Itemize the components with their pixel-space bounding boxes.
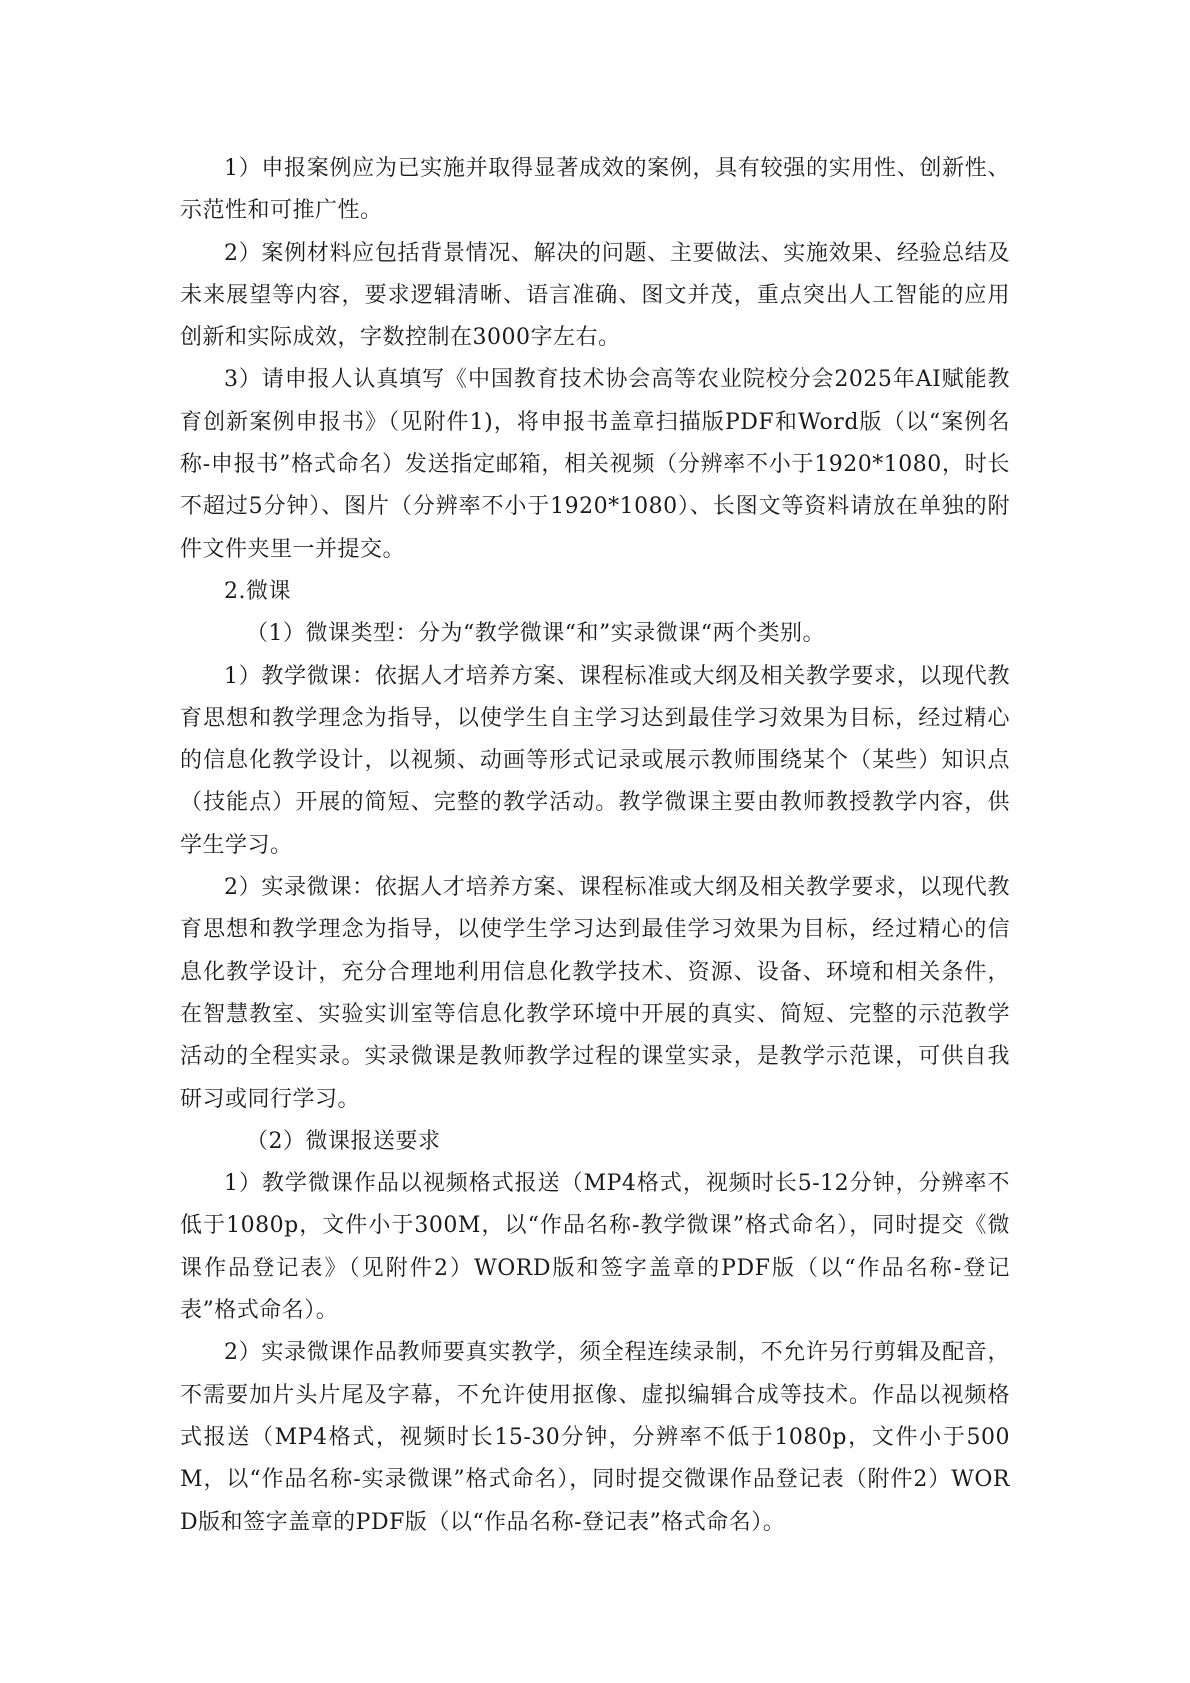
paragraph-submission-teaching: 1）教学微课作品以视频格式报送（MP4格式，视频时长5-12分钟，分辨率不低于1080p，文件小于300M，以“作品名称-教学微课”格式命名），同时提交《微课作品登记表》（见附件2）WORD版和签字盖章的PDF版（以“作品名称-登记表”格式命名）。 xyxy=(180,1171,1010,1324)
paragraph-case-requirement-3: 3）请申报人认真填写《中国教育技术协会高等农业院校分会2025年AI赋能教育创新案例申报书》（见附件1)，将申报书盖章扫描版PDF和Word版（以“案例名称-申报书”格式命名）发送指定邮箱，相关视频（分辨率不小于1920*1080，时长不超过5分钟）、图片（分辨率不小于1920*1080）、长图文等资料请放在单独的附件文件夹里一并提交。 xyxy=(180,367,1010,562)
paragraph-teaching-microcourse: 1）教学微课：依据人才培养方案、课程标准或大纲及相关教学要求，以现代教育思想和教学理念为指导，以使学生自主学习达到最佳学习效果为目标，经过精心的信息化教学设计，以视频、动画等形式记录或展示教师围绕某个（某些）知识点（技能点）开展的简短、完整的教学活动。教学微课主要由教师教授教学内容，供学生学习。 xyxy=(180,663,1010,858)
section-heading-microcourse: 2.微课 xyxy=(224,578,291,604)
paragraph-submission-recorded: 2）实录微课作品教师要真实教学，须全程连续录制，不允许另行剪辑及配音，不需要加片头片尾及字幕，不允许使用抠像、虚拟编辑合成等技术。作品以视频格式报送（MP4格式，视频时长15-30分钟，分辨率不低于1080p，文件小于500M，以“作品名称-实录微课”格式命名），同时提交微课作品登记表（附件2）WORD版和签字盖章的PDF版（以“作品名称-登记表”格式命名）。 xyxy=(180,1340,1010,1535)
paragraph-recorded-microcourse: 2）实录微课：依据人才培养方案、课程标准或大纲及相关教学要求，以现代教育思想和教学理念为指导，以使学生学习达到最佳学习效果为目标，经过精心的信息化教学设计，充分合理地利用信息化教学技术、资源、设备、环境和相关条件，在智慧教室、实验实训室等信息化教学环境中开展的真实、简短、完整的示范教学活动的全程实录。实录微课是教师教学过程的课堂实录，是教学示范课，可供自我研习或同行学习。 xyxy=(180,875,1010,1112)
paragraph-case-requirement-2: 2）案例材料应包括背景情况、解决的问题、主要做法、实施效果、经验总结及未来展望等内容，要求逻辑清晰、语言准确、图文并茂，重点突出人工智能的应用创新和实际成效，字数控制在3000字左右。 xyxy=(180,240,1010,351)
subheading-submission-requirements: （2）微课报送要求 xyxy=(246,1128,441,1154)
subheading-microcourse-types: （1）微课类型：分为“教学微课“和”实录微课“两个类别。 xyxy=(246,621,825,647)
page-body xyxy=(180,148,1010,1544)
paragraph-case-requirement-1: 1）申报案例应为已实施并取得显著成效的案例，具有较强的实用性、创新性、示范性和可推广性。 xyxy=(180,156,1010,224)
